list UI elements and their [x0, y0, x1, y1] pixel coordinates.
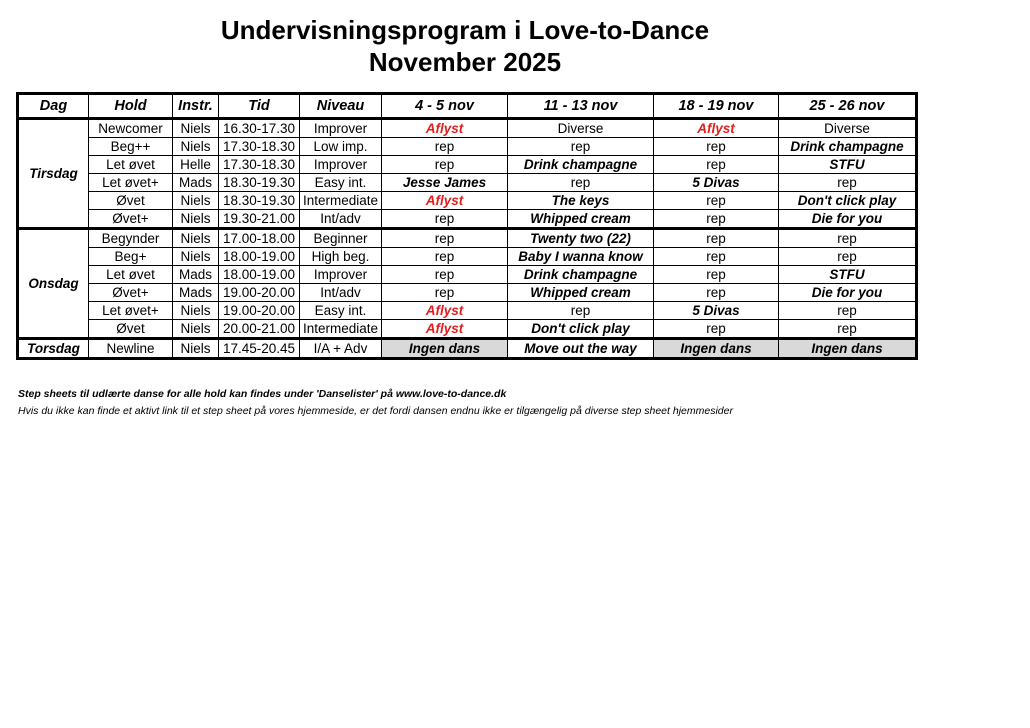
week-2-cell: Don't click play [508, 320, 654, 339]
table-row [18, 266, 917, 284]
week-4-cell: rep [779, 320, 917, 339]
hold-cell: Beg++ [89, 138, 173, 156]
week-1-cell: rep [382, 210, 508, 229]
time-cell: 17.30-18.30 [219, 156, 300, 174]
week-1-cell: rep [382, 229, 508, 248]
table-row [18, 192, 917, 210]
week-2-cell: rep [508, 174, 654, 192]
week-2-cell: Drink champagne [508, 266, 654, 284]
week-1-cell: Aflyst [382, 320, 508, 339]
table-row [18, 320, 917, 339]
hold-cell: Øvet+ [89, 284, 173, 302]
level-cell: Intermediate [300, 320, 382, 339]
schedule-body [18, 119, 917, 359]
week-4-cell: rep [779, 174, 917, 192]
week-3-cell: rep [654, 320, 779, 339]
level-cell: Easy int. [300, 174, 382, 192]
time-cell: 17.30-18.30 [219, 138, 300, 156]
hold-cell: Let øvet+ [89, 174, 173, 192]
week-3-cell: rep [654, 229, 779, 248]
hold-cell: Beg+ [89, 248, 173, 266]
time-cell: 18.00-19.00 [219, 266, 300, 284]
hold-cell: Newcomer [89, 119, 173, 138]
instructor-cell: Niels [173, 302, 219, 320]
hold-cell: Let øvet+ [89, 302, 173, 320]
week-3-cell: Ingen dans [654, 339, 779, 359]
week-3-cell: 5 Divas [654, 174, 779, 192]
level-cell: Improver [300, 119, 382, 138]
week-2-cell: rep [508, 138, 654, 156]
hold-cell: Øvet [89, 320, 173, 339]
level-cell: Intermediate [300, 192, 382, 210]
time-cell: 18.00-19.00 [219, 248, 300, 266]
day-cell: Tirsdag [18, 119, 89, 229]
table-row [18, 119, 917, 138]
header-row [18, 94, 917, 119]
week-1-cell: Aflyst [382, 192, 508, 210]
level-cell: Easy int. [300, 302, 382, 320]
instructor-cell: Niels [173, 210, 219, 229]
time-cell: 19.00-20.00 [219, 302, 300, 320]
time-cell: 16.30-17.30 [219, 119, 300, 138]
week-4-cell: Die for you [779, 210, 917, 229]
week-1-cell: Aflyst [382, 119, 508, 138]
header-week-4: 25 - 26 nov [779, 94, 917, 119]
footnote-links: Hvis du ikke kan finde et aktivt link til et step sheet på vores hjemmeside, er det fordi dansen endnu ikke er tilgængelig på diverse step sheet hjemmesider [18, 405, 733, 417]
week-1-cell: rep [382, 156, 508, 174]
week-1-cell: Jesse James [382, 174, 508, 192]
level-cell: Int/adv [300, 284, 382, 302]
time-cell: 18.30-19.30 [219, 192, 300, 210]
hold-cell: Øvet+ [89, 210, 173, 229]
week-1-cell: rep [382, 138, 508, 156]
week-3-cell: rep [654, 248, 779, 266]
title-line-2: November 2025 [368, 47, 562, 77]
title-line-1: Undervisningsprogram i Love-to-Dance [220, 15, 710, 45]
week-4-cell: Don't click play [779, 192, 917, 210]
week-1-cell: Ingen dans [382, 339, 508, 359]
week-4-cell: rep [779, 302, 917, 320]
week-3-cell: rep [654, 192, 779, 210]
instructor-cell: Mads [173, 284, 219, 302]
level-cell: I/A + Adv [300, 339, 382, 359]
week-4-cell: rep [779, 229, 917, 248]
level-cell: Improver [300, 266, 382, 284]
level-cell: Improver [300, 156, 382, 174]
header-week-2: 11 - 13 nov [508, 94, 654, 119]
week-3-cell: rep [654, 284, 779, 302]
table-row [18, 248, 917, 266]
table-row [18, 156, 917, 174]
instructor-cell: Niels [173, 138, 219, 156]
week-4-cell: Diverse [779, 119, 917, 138]
week-2-cell: Twenty two (22) [508, 229, 654, 248]
level-cell: Int/adv [300, 210, 382, 229]
week-3-cell: rep [654, 138, 779, 156]
week-2-cell: Whipped cream [508, 210, 654, 229]
instructor-cell: Niels [173, 192, 219, 210]
week-4-cell: STFU [779, 266, 917, 284]
week-2-cell: rep [508, 302, 654, 320]
week-1-cell: Aflyst [382, 302, 508, 320]
table-row [18, 210, 917, 229]
instructor-cell: Niels [173, 320, 219, 339]
table-row [18, 138, 917, 156]
table-row [18, 174, 917, 192]
day-cell: Onsdag [18, 229, 89, 339]
instructor-cell: Niels [173, 248, 219, 266]
week-2-cell: The keys [508, 192, 654, 210]
level-cell: Low imp. [300, 138, 382, 156]
header-hold: Hold [89, 94, 173, 119]
week-2-cell: Baby I wanna know [508, 248, 654, 266]
header-week-1: 4 - 5 nov [382, 94, 508, 119]
instructor-cell: Mads [173, 174, 219, 192]
week-3-cell: rep [654, 156, 779, 174]
hold-cell: Newline [89, 339, 173, 359]
week-2-cell: Move out the way [508, 339, 654, 359]
time-cell: 19.00-20.00 [219, 284, 300, 302]
week-4-cell: Ingen dans [779, 339, 917, 359]
time-cell: 20.00-21.00 [219, 320, 300, 339]
week-3-cell: 5 Divas [654, 302, 779, 320]
header-tid: Tid [219, 94, 300, 119]
week-2-cell: Whipped cream [508, 284, 654, 302]
time-cell: 17.00-18.00 [219, 229, 300, 248]
schedule-table [16, 92, 918, 360]
hold-cell: Let øvet [89, 266, 173, 284]
instructor-cell: Niels [173, 229, 219, 248]
week-2-cell: Diverse [508, 119, 654, 138]
table-row [18, 302, 917, 320]
hold-cell: Øvet [89, 192, 173, 210]
header-niveau: Niveau [300, 94, 382, 119]
week-4-cell: STFU [779, 156, 917, 174]
instructor-cell: Helle [173, 156, 219, 174]
week-1-cell: rep [382, 266, 508, 284]
header-week-3: 18 - 19 nov [654, 94, 779, 119]
instructor-cell: Mads [173, 266, 219, 284]
instructor-cell: Niels [173, 119, 219, 138]
header-dag: Dag [18, 94, 89, 119]
week-4-cell: Die for you [779, 284, 917, 302]
table-row [18, 229, 917, 248]
header-instr: Instr. [173, 94, 219, 119]
level-cell: Beginner [300, 229, 382, 248]
week-4-cell: Drink champagne [779, 138, 917, 156]
week-2-cell: Drink champagne [508, 156, 654, 174]
footnote-step-sheets: Step sheets til udlærte danse for alle hold kan findes under 'Danselister' på www.love-to-dance.dk [18, 388, 507, 400]
time-cell: 19.30-21.00 [219, 210, 300, 229]
time-cell: 18.30-19.30 [219, 174, 300, 192]
week-1-cell: rep [382, 248, 508, 266]
hold-cell: Let øvet [89, 156, 173, 174]
week-3-cell: rep [654, 266, 779, 284]
table-row [18, 339, 917, 359]
day-cell: Torsdag [18, 339, 89, 359]
week-3-cell: rep [654, 210, 779, 229]
week-4-cell: rep [779, 248, 917, 266]
table-row [18, 284, 917, 302]
week-3-cell: Aflyst [654, 119, 779, 138]
page-title [0, 14, 930, 78]
time-cell: 17.45-20.45 [219, 339, 300, 359]
instructor-cell: Niels [173, 339, 219, 359]
level-cell: High beg. [300, 248, 382, 266]
week-1-cell: rep [382, 284, 508, 302]
hold-cell: Begynder [89, 229, 173, 248]
